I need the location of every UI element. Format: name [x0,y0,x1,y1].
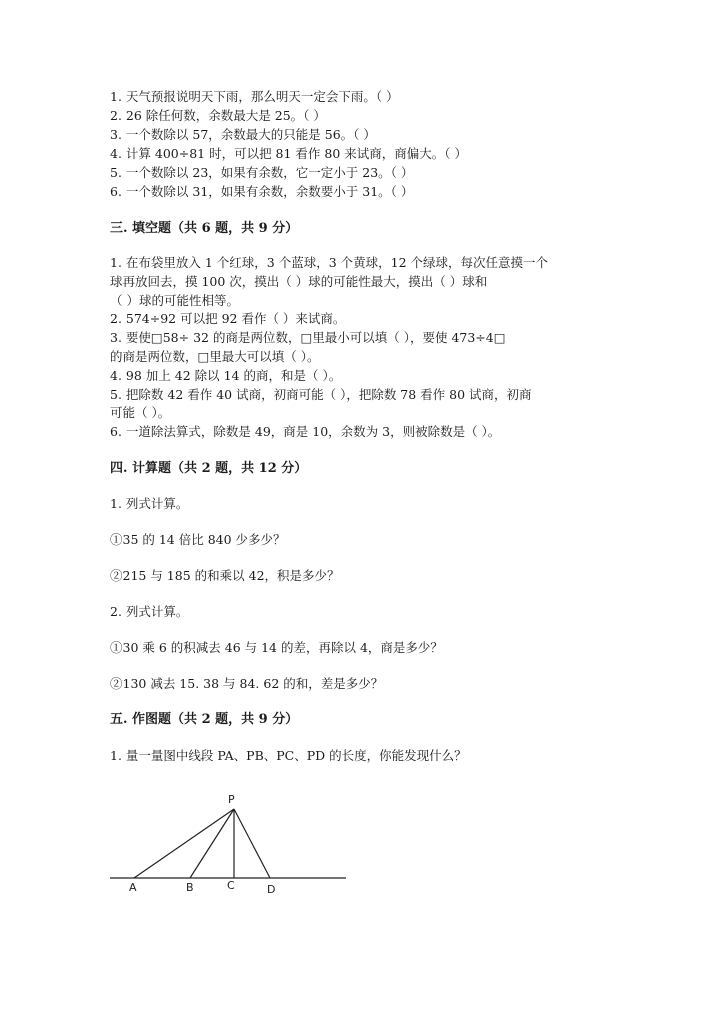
point-label-a: A [129,881,137,894]
fill-blank-line-8: 5. 把除数 42 看作 40 试商，初商可能（ ），把除数 78 看作 80 试商，初商 [110,387,532,402]
fill-blank-line-4: 2. 574÷92 可以把 92 看作（ ）来试商。 [110,311,346,326]
fill-blank-line-5: 3. 要使□58÷ 32 的商是两位数，□里最小可以填（ ），要使 473÷4□ [110,330,506,345]
section4-title: 四. 计算题（共 2 题，共 12 分） [110,461,308,476]
fill-blank-line-7: 4. 98 加上 42 除以 14 的商，和是（ ）。 [110,368,342,383]
judgement-item-3: 3. 一个数除以 57，余数最大的只能是 56。（ ） [110,127,376,142]
fill-blank-line-3: （ ）球的可能性相等。 [110,293,239,308]
judgement-item-5: 5. 一个数除以 23，如果有余数，它一定小于 23。（ ） [110,165,414,180]
segment-pb [190,809,234,878]
section5-title: 五. 作图题（共 2 题，共 9 分） [110,712,299,727]
fill-blank-line-6: 的商是两位数，□里最大可以填（ ）。 [110,349,320,364]
section3-title: 三. 填空题（共 6 题，共 9 分） [110,221,299,236]
judgement-item-4: 4. 计算 400÷81 时，可以把 81 看作 80 来试商，商偏大。（ ） [110,146,468,161]
calc-question-2a: ①30 乘 6 的积减去 46 与 14 的差，再除以 4，商是多少？ [110,640,443,655]
fill-blank-line-1: 1. 在布袋里放入 1 个红球，3 个蓝球，3 个黄球，12 个绿球，每次任意摸一个 [110,255,549,270]
point-label-p: P [228,793,235,806]
drawing-question-1: 1. 量一量图中线段 PA、PB、PC、PD 的长度，你能发现什么？ [110,748,467,763]
segment-figure [100,785,360,905]
point-label-b: B [186,881,194,894]
point-label-c: C [227,879,235,892]
judgement-item-6: 6. 一个数除以 31，如果有余数，余数要小于 31。（ ） [110,184,414,199]
segment-pa [134,809,234,878]
judgement-item-1: 1. 天气预报说明天下雨，那么明天一定会下雨。（ ） [110,89,399,104]
fill-blank-line-2: 球再放回去，摸 100 次，摸出（ ）球的可能性最大，摸出（ ）球和 [110,274,488,289]
judgement-item-2: 2. 26 除任何数，余数最大是 25。（ ） [110,108,326,123]
fill-blank-line-9: 可能（ ）。 [110,405,171,420]
calc-question-2b: ②130 减去 15. 38 与 84. 62 的和，差是多少？ [110,676,384,691]
calc-question-2: 2. 列式计算。 [110,604,189,619]
calc-question-1a: ①35 的 14 倍比 840 少多少？ [110,532,286,547]
calc-question-1: 1. 列式计算。 [110,496,189,511]
calc-question-1b: ②215 与 185 的和乘以 42，积是多少？ [110,568,340,583]
segment-pd [234,809,270,878]
fill-blank-line-10: 6. 一道除法算式，除数是 49，商是 10，余数为 3，则被除数是（ ）。 [110,424,501,439]
point-label-d: D [267,883,276,896]
